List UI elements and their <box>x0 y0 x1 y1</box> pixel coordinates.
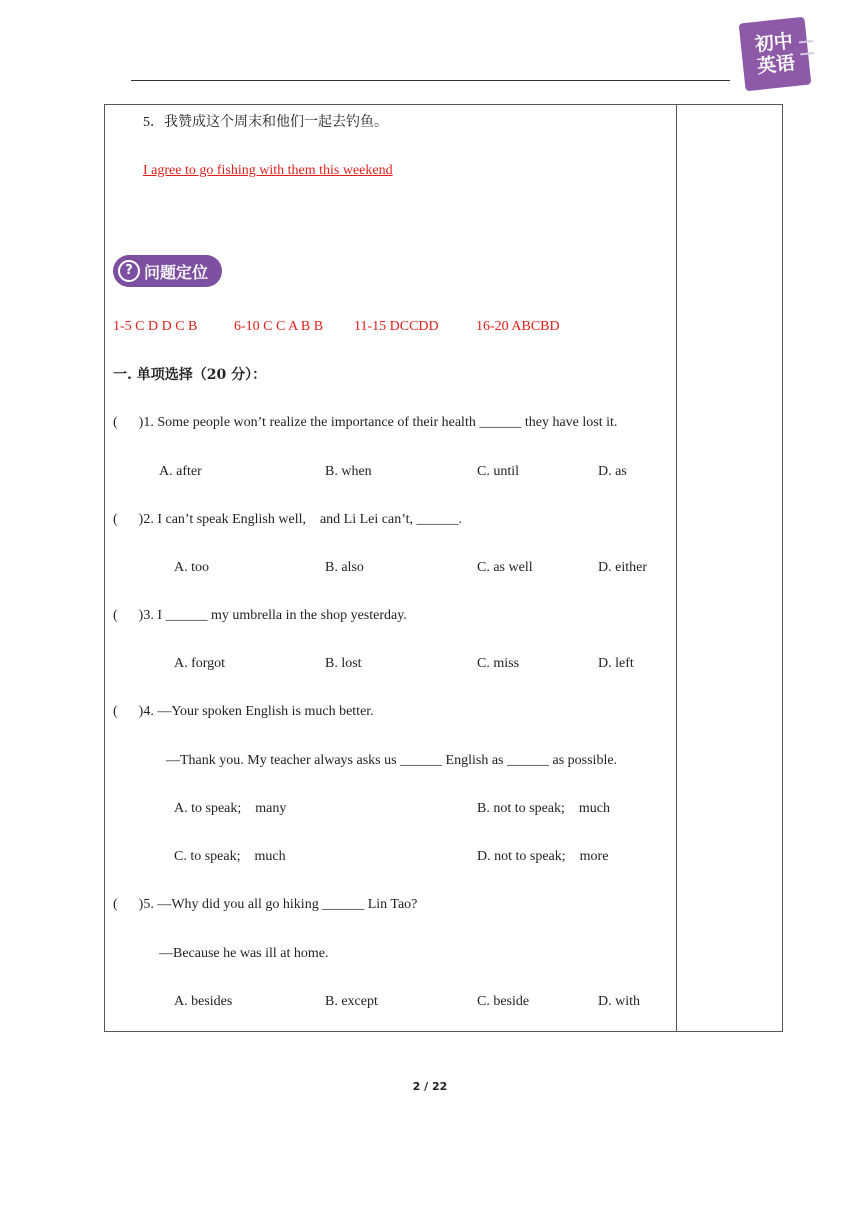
question-3-option-b: B. lost <box>325 656 362 671</box>
question-1-option-b: B. when <box>325 464 372 479</box>
logo-text-line1: 初中 <box>753 30 794 56</box>
question-3-option-c: C. miss <box>477 656 520 671</box>
question-circle-icon: ? <box>118 260 140 282</box>
question-5-option-b: B. except <box>325 994 378 1009</box>
question-2-option-b: B. also <box>325 560 364 575</box>
logo-text-line2: 英语 <box>756 52 797 78</box>
question-1-option-d: D. as <box>598 464 627 479</box>
question-5-option-c: C. beside <box>477 994 530 1009</box>
logo-stripes-decoration <box>799 40 814 55</box>
translation-answer: I agree to go fishing with them this weekend <box>143 163 393 178</box>
question-3-option-d: D. left <box>598 656 634 671</box>
question-5-option-a: A. besides <box>174 994 233 1009</box>
question-1-option-a: A. after <box>159 464 202 479</box>
question-4-option-d: D. not to speak; more <box>477 849 609 864</box>
table-column-divider <box>676 104 677 1032</box>
question-4-stem: ( )4. —Your spoken English is much better. <box>113 704 374 719</box>
question-4-stem-reply: —Thank you. My teacher always asks us ______ English as ______ as possible. <box>166 753 618 768</box>
badge-label: 问题定位 <box>144 262 209 282</box>
question-2-option-a: A. too <box>174 560 209 575</box>
question-5-option-d: D. with <box>598 994 640 1009</box>
page-number: 2 / 22 <box>412 1080 448 1093</box>
question-4-option-c: C. to speak; much <box>174 849 286 864</box>
question-1-option-c: C. until <box>477 464 520 479</box>
question-1-stem: ( )1. Some people won’t realize the importance of their health ______ they have lost it. <box>113 415 618 430</box>
question-5-stem: ( )5. —Why did you all go hiking ______ Lin Tao? <box>113 897 418 912</box>
problem-location-badge <box>113 255 222 287</box>
question-3-stem: ( )3. I ______ my umbrella in the shop yesterday. <box>113 608 407 623</box>
question-2-stem: ( )2. I can’t speak English well, and Li Lei can’t, ______. <box>113 512 463 527</box>
question-4-option-b: B. not to speak; much <box>477 801 610 816</box>
question-4-option-a: A. to speak; many <box>174 801 287 816</box>
answer-key-group-4: 16-20 ABCBD <box>476 319 560 334</box>
question-3-option-a: A. forgot <box>174 656 226 671</box>
answer-key-group-1: 1-5 C D D C B <box>113 319 198 334</box>
question-2-option-d: D. either <box>598 560 647 575</box>
question-5-stem-reply: —Because he was ill at home. <box>159 946 329 961</box>
header-rule <box>131 80 730 81</box>
question-2-option-c: C. as well <box>477 560 533 575</box>
brand-logo <box>739 17 812 92</box>
answer-key-group-3: 11-15 DCCDD <box>354 319 439 334</box>
section-title: 一. 单项选择（20 分）： <box>113 367 267 383</box>
answer-key-group-2: 6-10 C C A B B <box>234 319 324 334</box>
translation-question: 5．我赞成这个周末和他们一起去钓鱼。 <box>143 115 388 130</box>
